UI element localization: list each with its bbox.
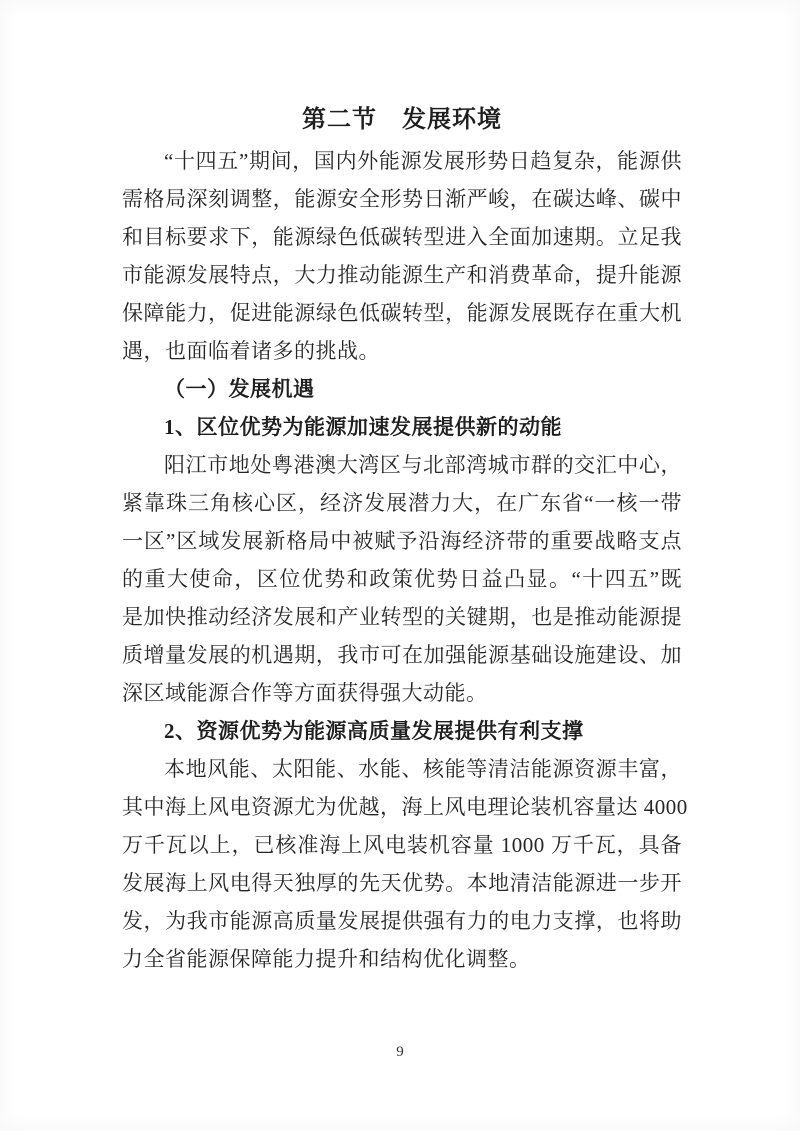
text-line: 的重大使命，区位优势和政策优势日益凸显。“十四五”既 bbox=[122, 567, 682, 591]
text-line: 力全省能源保障能力提升和结构优化调整。 bbox=[122, 947, 531, 971]
text-line: 本地风能、太阳能、水能、核能等清洁能源资源丰富， bbox=[164, 757, 682, 781]
text-line: 发，为我市能源高质量发展提供强有力的电力支撑，也将助 bbox=[122, 909, 682, 933]
text-line: 需格局深刻调整，能源安全形势日渐严峻，在碳达峰、碳中 bbox=[122, 187, 682, 211]
section-heading: 1、区位优势为能源加速发展提供新的动能 bbox=[164, 415, 562, 439]
section-heading: （一）发展机遇 bbox=[164, 377, 315, 401]
page-number: 9 bbox=[396, 1044, 404, 1060]
text-line: 万千瓦以上，已核准海上风电装机容量 1000 万千瓦，具备 bbox=[122, 833, 682, 857]
text-line: 遇，也面临着诸多的挑战。 bbox=[122, 339, 380, 363]
text-line: 发展海上风电得天独厚的先天优势。本地清洁能源进一步开 bbox=[122, 871, 682, 895]
text-line: “十四五”期间，国内外能源发展形势日趋复杂，能源供 bbox=[164, 149, 682, 173]
document-body bbox=[122, 142, 688, 978]
text-line: 其中海上风电资源尤为优越，海上风电理论装机容量达 4000 bbox=[122, 795, 688, 819]
text-line: 和目标要求下，能源绿色低碳转型进入全面加速期。立足我 bbox=[122, 225, 682, 249]
text-line: 保障能力，促进能源绿色低碳转型，能源发展既存在重大机 bbox=[122, 301, 682, 325]
text-line: 是加快推动经济发展和产业转型的关键期，也是推动能源提 bbox=[122, 605, 682, 629]
section-title: 第二节 发展环境 bbox=[302, 107, 502, 133]
text-line: 紧靠珠三角核心区，经济发展潜力大，在广东省“一核一带 bbox=[122, 491, 682, 515]
text-line: 质增量发展的机遇期，我市可在加强能源基础设施建设、加 bbox=[122, 643, 682, 667]
text-line: 一区”区域发展新格局中被赋予沿海经济带的重要战略支点 bbox=[122, 529, 682, 553]
text-line: 深区域能源合作等方面获得强大动能。 bbox=[122, 681, 488, 705]
text-line: 市能源发展特点，大力推动能源生产和消费革命，提升能源 bbox=[122, 263, 682, 287]
section-heading: 2、资源优势为能源高质量发展提供有利支撑 bbox=[164, 719, 584, 743]
text-line: 阳江市地处粤港澳大湾区与北部湾城市群的交汇中心， bbox=[164, 453, 682, 477]
